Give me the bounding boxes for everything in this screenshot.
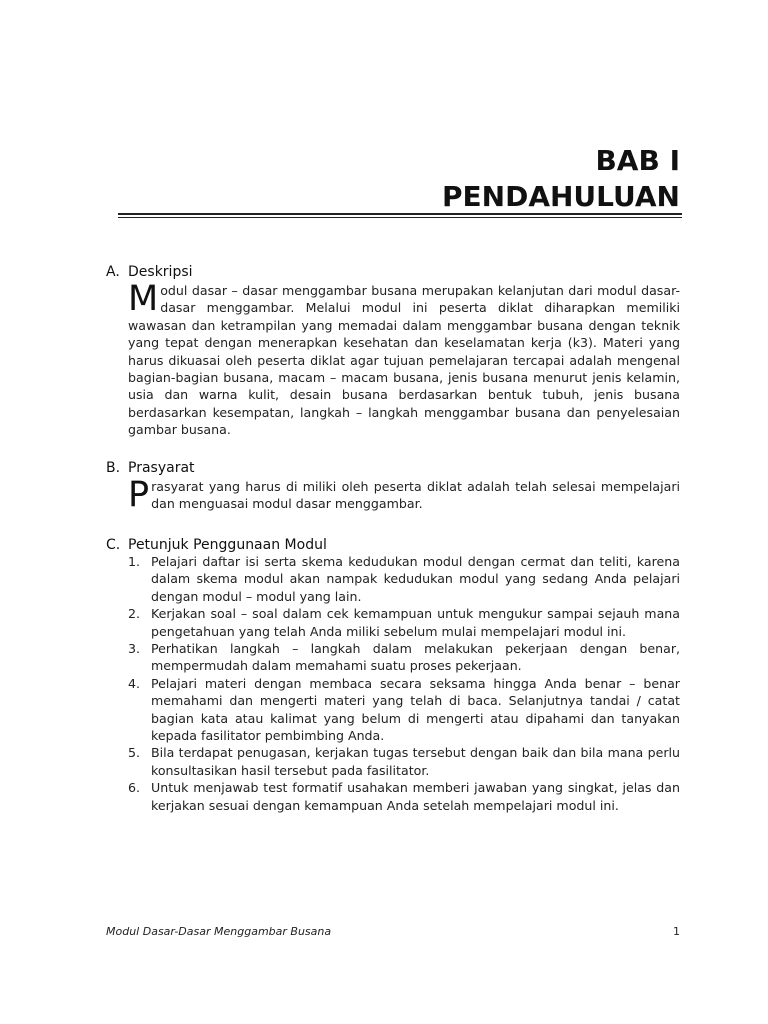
section-c-heading [106, 537, 327, 554]
list-item-text: Bila terdapat penugasan, kerjakan tugas tersebut dengan baik dan bila mana perlu konsultasikan hasil tersebut pada fasilitator. [151, 745, 680, 778]
list-item-number: 2. [128, 606, 141, 622]
section-c-letter: C. [106, 537, 121, 553]
list-item-text: Pelajari daftar isi serta skema kedudukan modul dengan cermat dan teliti, karena dalam skema modul akan nampak kedudukan modul yang sedang Anda pelajari dengan modul – modul yang lain. [151, 554, 680, 604]
list-item [128, 744, 680, 779]
list-item-text: Perhatikan langkah – langkah dalam melakukan pekerjaan dengan benar, mempermudah dalam memahami suatu proses pekerjaan. [151, 641, 680, 674]
list-item-number: 4. [128, 675, 141, 691]
list-item-text: Pelajari materi dengan membaca secara seksama hingga Anda benar – benar memahami dan mengerti materi yang telah di baca. Selanjutnya tandai / catat bagian kata atau kalimat yang belum di mengerti atau dipahami dan tanyakan kepada fasilitator pembimbing Anda. [151, 675, 680, 744]
list-item-text: Untuk menjawab test formatif usahakan memberi jawaban yang singkat, jelas dan kerjakan sesuai dengan kemampuan Anda setelah mempelajari modul ini. [151, 780, 680, 813]
list-item-number: 1. [128, 554, 141, 569]
section-a-title: Deskripsi [128, 264, 193, 280]
section-b-letter: B. [106, 460, 121, 476]
list-item [128, 779, 680, 814]
section-a-dropcap: M [128, 279, 159, 319]
section-b-paragraph [128, 475, 680, 515]
chapter-title: PENDAHULUAN [442, 180, 680, 213]
chapter-heading [442, 143, 680, 215]
chapter-number: BAB I [595, 144, 680, 177]
list-item-number: 5. [128, 745, 141, 761]
list-item-number: 6. [128, 780, 141, 796]
list-item-number: 3. [128, 641, 141, 657]
heading-rule-thin [118, 217, 682, 218]
section-c-title: Petunjuk Penggunaan Modul [128, 537, 327, 553]
section-b-text: rasyarat yang harus di miliki oleh peserta diklat adalah telah selesai mempelajari dan menguasai modul dasar menggambar. [151, 479, 680, 512]
heading-rule-thick [118, 213, 682, 215]
footer-title: Modul Dasar-Dasar Menggambar Busana [106, 925, 332, 938]
list-item [128, 640, 680, 675]
list-item [128, 605, 680, 640]
list-item [128, 675, 680, 745]
instruction-list [128, 553, 680, 814]
section-a-paragraph [128, 279, 680, 439]
list-item [128, 553, 680, 605]
list-item-text: Kerjakan soal – soal dalam cek kemampuan untuk mengukur sampai sejauh mana pengetahuan yang telah Anda miliki sebelum mulai mempelajari modul ini. [151, 606, 680, 639]
page-number: 1 [673, 925, 680, 938]
section-a-letter: A. [106, 264, 120, 280]
section-a-text: odul dasar – dasar menggambar busana merupakan kelanjutan dari modul dasar-dasar menggambar. Melalui modul ini peserta diklat diharapkan memiliki wawasan dan ketrampilan yang memadai dalam menggambar busana dengan teknik yang tepat dengan menerapkan kesehatan dan keselamatan kerja (k3). Materi yang harus dikuasai oleh peserta diklat agar tujuan pemelajaran tercapai adalah mengenal bagian-bagian busana, macam – macam busana, jenis busana menurut jenis kelamin, usia dan warna kulit, desain busana berdasarkan bentuk tubuh, jenis busana berdasarkan kesempatan, langkah – langkah menggambar busana dan penyelesaian gambar busana. [128, 283, 680, 438]
section-b-heading [106, 460, 195, 477]
section-b-title: Prasyarat [128, 460, 195, 476]
section-b-dropcap: P [128, 475, 150, 515]
